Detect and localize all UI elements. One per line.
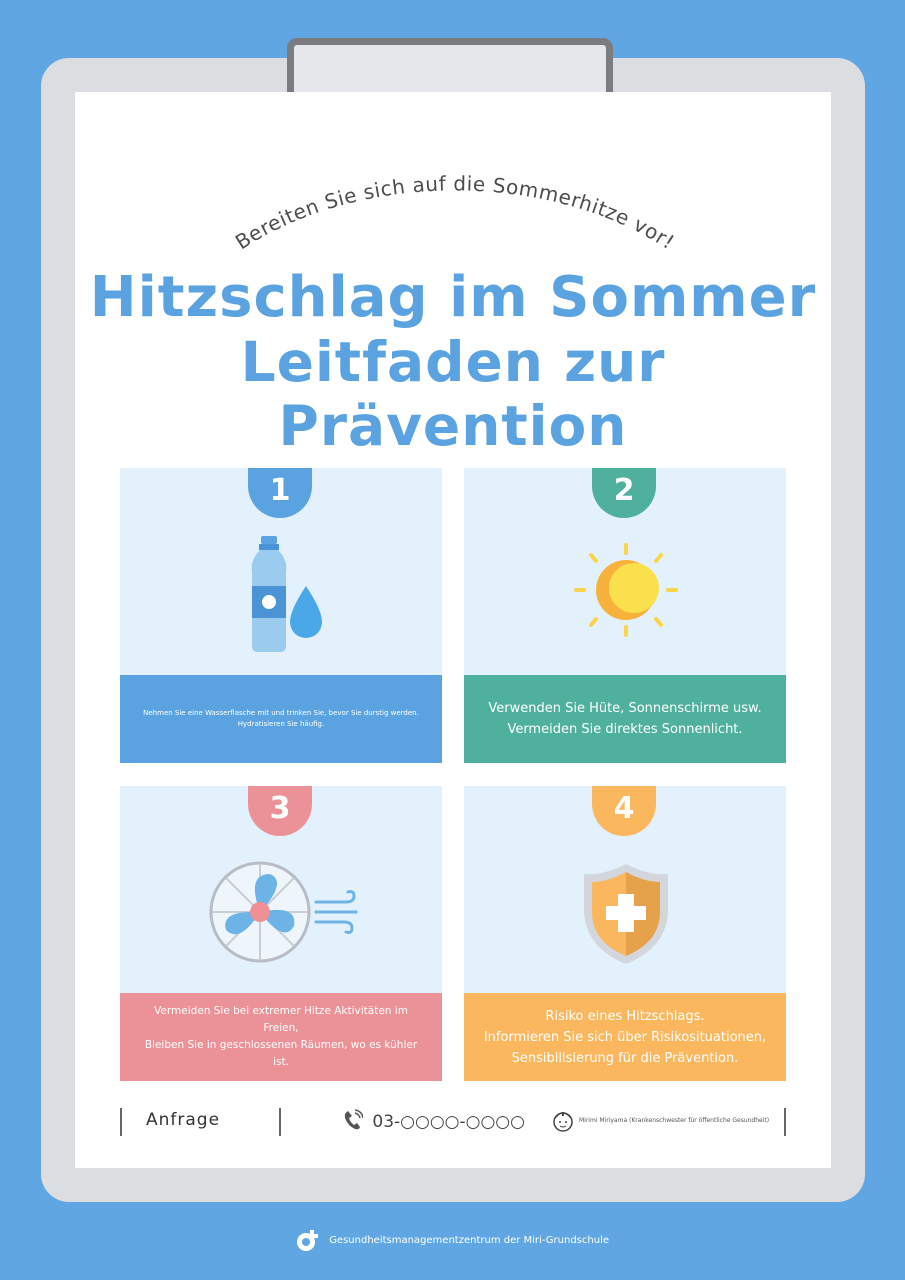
card-text: Nehmen Sie eine Wasserflasche mit und trinken Sie, bevor Sie durstig werden. Hydratisieren Sie häufig.: [143, 709, 419, 728]
fan-icon: [208, 860, 364, 964]
sun-icon: [574, 543, 678, 637]
nurse-avatar-icon: [552, 1109, 574, 1133]
arc-subtitle-text: Bereiten Sie sich auf die Sommerhitze vor!: [230, 171, 680, 255]
phone-number: 03-○○○○-○○○○: [372, 1112, 525, 1132]
card-description: [120, 675, 442, 763]
card-sun-protection: [464, 468, 786, 763]
card-description: [464, 993, 786, 1081]
organization-footer: [0, 1228, 905, 1252]
health-center-logo-icon: [296, 1228, 320, 1252]
phone-contact: [343, 1109, 525, 1132]
card-stay-indoors: [120, 786, 442, 1081]
shield-cross-icon: [580, 862, 672, 966]
phone-icon: [343, 1109, 363, 1131]
card-hydration: [120, 468, 442, 763]
water-bottle-icon: [246, 536, 326, 656]
organization-name: Gesundheitsmanagementzentrum der Miri-Grundschule: [329, 1235, 609, 1246]
svg-text:Bereiten Sie sich auf die Somm: [231, 171, 679, 254]
divider: [279, 1108, 281, 1136]
card-text: Vermeiden Sie bei extremer Hitze Aktivitäten im Freien, Bleiben Sie in geschlossenen Räumen, wo es kühler ist.: [144, 1005, 418, 1068]
divider: [784, 1108, 786, 1136]
contact-person: Mirimi Miriyama (Krankenschwester für öffentliche Gesundheit): [579, 1117, 770, 1124]
card-text: Verwenden Sie Hüte, Sonnenschirme usw. Vermeiden Sie direktes Sonnenlicht.: [488, 701, 762, 737]
divider: [120, 1108, 122, 1136]
inquiry-label: Anfrage: [146, 1110, 221, 1130]
card-number-badge: 3: [248, 786, 312, 836]
card-description: [120, 993, 442, 1081]
card-number-badge: 1: [248, 468, 312, 518]
card-risk-awareness: [464, 786, 786, 1081]
card-description: [464, 675, 786, 763]
card-number-badge: 4: [592, 786, 656, 836]
poster-sheet: [75, 92, 831, 1168]
card-number-badge: 2: [592, 468, 656, 518]
arc-subtitle: [75, 92, 831, 292]
poster-title-line2: Leitfaden zur Prävention: [240, 330, 666, 458]
card-text: Risiko eines Hitzschlags. Informieren Sie sich über Risikosituationen, Sensibilisierung für die Prävention.: [483, 1008, 767, 1066]
poster-title-line1: Hitzschlag im Sommer: [89, 265, 817, 330]
